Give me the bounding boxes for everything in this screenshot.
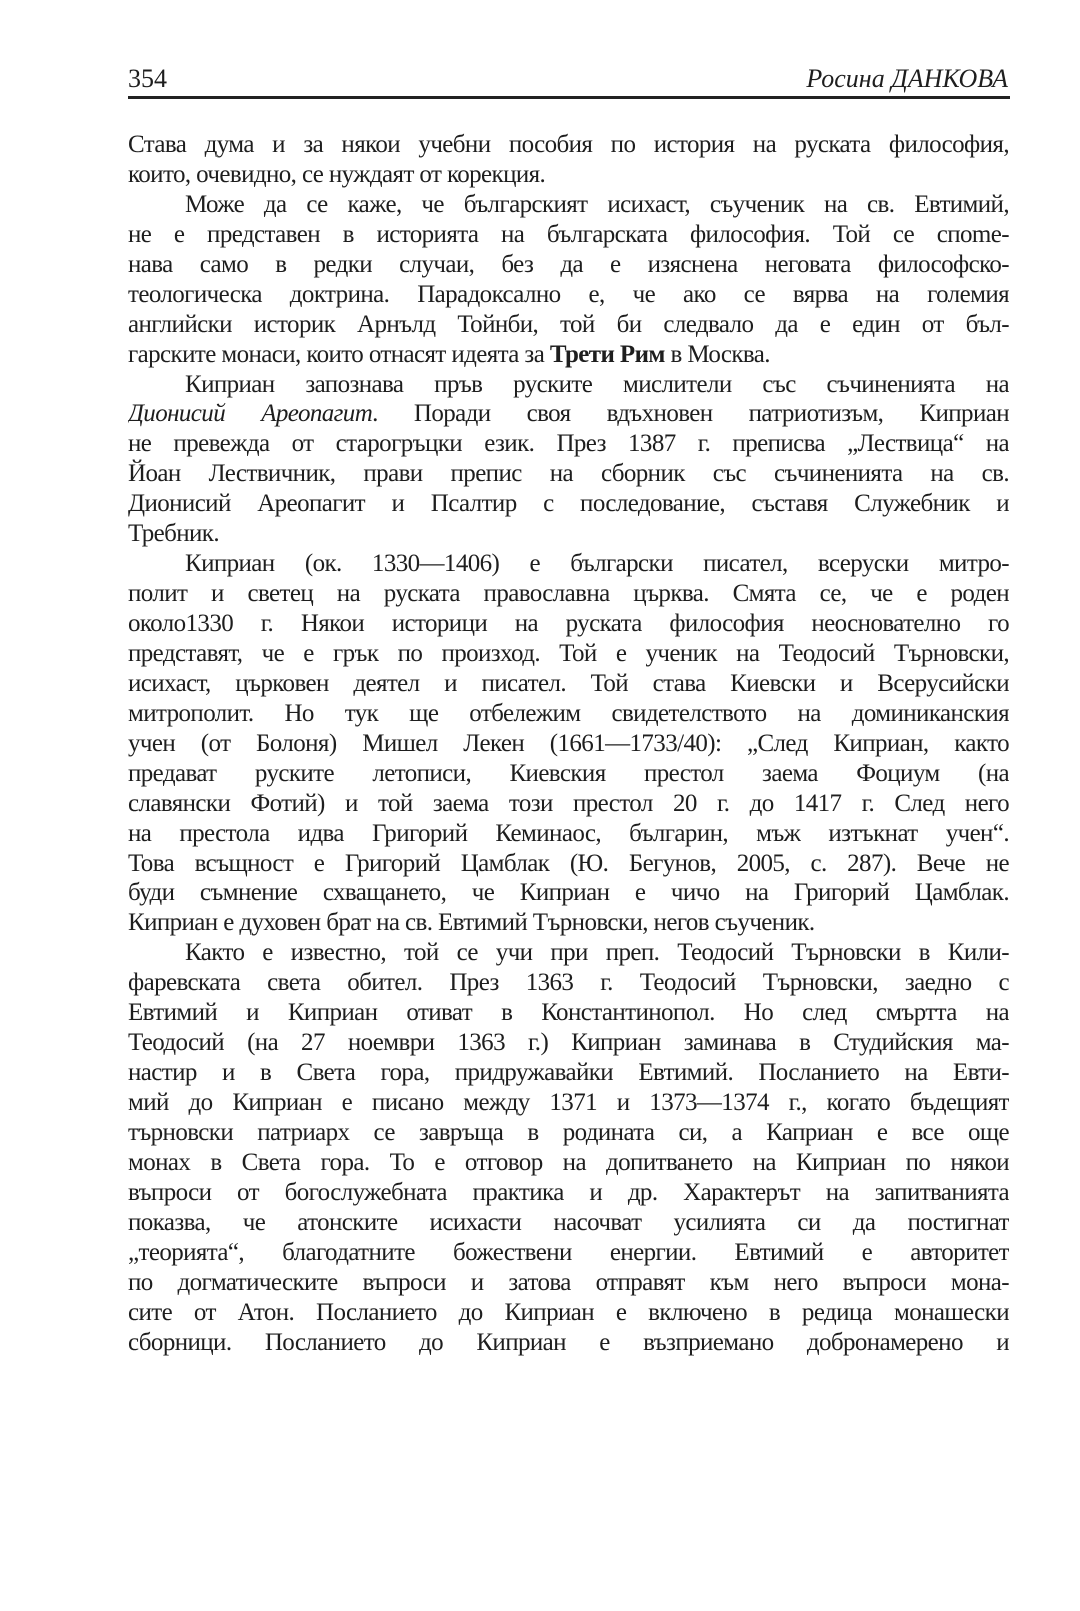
text-segment: фаревската света обител. През 1363 г. Теодосий Търновски, заедно с [128,969,1009,997]
text-line [128,609,1009,639]
paragraph [128,190,1009,370]
text-line [128,310,1009,340]
text-line [128,429,1009,459]
text-line [128,699,1009,729]
text-line [128,370,1009,400]
text-segment: митрополит. Но тук ще отбележим свидетелството на доминиканския [128,699,1009,727]
text-line [128,399,1009,429]
text-line [128,789,1009,819]
bold-term: Трети Рим [549,340,665,368]
text-line [128,1268,1009,1298]
text-line [128,669,1009,699]
text-line [128,459,1009,489]
text-line [128,1148,1009,1178]
text-segment: Става дума и за някои учебни пособия по история на руската философия, [128,131,1009,158]
paragraph [128,938,1009,1357]
text-segment: Както е известно, той се учи при преп. Теодосий Търновски в Кили- [185,939,1009,967]
text-segment: търновски патриарх се завръща в родината си, а Каприан е все още [128,1118,1009,1146]
paragraph [128,549,1009,938]
paragraph [128,370,1009,550]
text-segment: които, очевидно, се нуждаят от корекция. [128,160,546,188]
text-line [128,968,1009,998]
text-segment: Киприан запознава пръв руските мислители със съчиненията на [185,370,1009,398]
text-segment: Требник. [128,520,219,548]
text-segment: Йоан Лествичник, прави препис на сборник със съчиненията на св. [128,460,1009,488]
text-line [128,1238,1009,1268]
text-line [128,729,1009,759]
text-segment: сборници. Посланието до Киприан е възприемано добронамерено и [128,1328,1009,1356]
text-line [128,340,1009,370]
paragraph [128,130,1009,190]
body-text [128,130,1009,1357]
text-line [128,1208,1009,1238]
text-line [128,160,1009,190]
text-line [128,819,1009,849]
text-segment: . Поради своя вдъхновен патриотизъм, Киприан [372,400,1009,428]
text-segment: теологическа доктрина. Парадоксално е, че ако се вярва на големия [128,280,1009,308]
text-segment: предават руските летописи, Киевския престол заема Фоциум (на [128,759,1009,787]
text-line [128,190,1009,220]
text-segment: на престола идва Григорий Кеминаос, българин, мъж изтъкнат учен“. [128,819,1009,847]
text-segment: монах в Света гора. То е отговор на допитването на Киприан по някои [128,1148,1009,1176]
text-line [128,250,1009,280]
text-line [128,579,1009,609]
running-header-author: Росина ДАНКОВА [806,64,1008,93]
text-segment: нава само в редки случаи, без да е изяснена неговата философско- [128,250,1009,278]
italic-title: Дионисий Ареопагит [128,400,373,428]
text-line [128,1178,1009,1208]
text-segment: въпроси от богослужебната практика и др. Характерът на запитванията [128,1178,1009,1206]
text-segment: представят, че е грък по произход. Той е ученик на Теодосий Търновски, [128,639,1009,667]
text-segment: настир и в Света гора, придружавайки Евтимий. Посланието на Евти- [128,1059,1009,1087]
text-segment: не е представен в историята на българската философия. Той се спome- [128,220,1009,248]
text-segment: Дионисий Ареопагит и Псалтир с последование, съставя Служебник и [128,490,1009,518]
text-line [128,639,1009,669]
header-rule [128,96,1010,99]
text-segment: английски историк Арнълд Тойнби, той би следвало да е един от бъл- [128,310,1009,338]
text-segment: в Москва. [664,340,770,368]
text-segment: около1330 г. Някои историци на руската философия неоснователно го [128,610,1009,637]
text-line [128,908,1009,938]
text-line [128,280,1009,310]
text-segment: „теорията“, благодатните божествени енергии. Евтимий е авторитет [128,1238,1009,1266]
text-segment: Киприан (ок. 1330—1406) е български писател, всеруски митро- [185,550,1009,578]
text-segment: буди съмнение схващането, че Киприан е чичо на Григорий Цамблак. [128,879,1009,907]
text-segment: исихаст, църковен деятел и писател. Той става Киевски и Всерусийски [128,669,1009,697]
text-line [128,1118,1009,1148]
text-segment: Киприан е духовен брат на св. Евтимий Търновски, негов съученик. [128,909,815,937]
text-segment: полит и светец на руската православна църква. Смята се, че е роден [128,580,1009,608]
text-line [128,220,1009,250]
text-segment: Теодосий (на 27 ноември 1363 г.) Киприан заминава в Студийския ма- [128,1029,1009,1057]
text-line [128,938,1009,968]
text-line [128,1058,1009,1088]
text-segment: мий до Киприан е писано между 1371 и 1373—1374 г., когато бъдещият [128,1089,1009,1116]
text-line [128,1298,1009,1328]
page-number: 354 [128,64,167,93]
text-segment: показва, че атонските исихасти насочват усилията си да постигнат [128,1208,1009,1236]
text-segment: Може да се каже, че българският исихаст, съученик на св. Евтимий, [185,190,1009,218]
text-line [128,849,1009,879]
text-line [128,549,1009,579]
text-segment: Евтимий и Киприан отиват в Константинопол. Но след смъртта на [128,999,1009,1027]
text-line [128,130,1009,160]
text-segment: не превежда от старогръцки език. През 1387 г. преписва „Лествица“ на [128,430,1009,458]
text-line [128,1088,1009,1118]
text-line [128,998,1009,1028]
text-segment: по догматическите въпроси и затова отправят към него въпроси мона- [128,1268,1009,1296]
text-line [128,759,1009,789]
text-segment: учен (от Болоня) Мишел Лекен (1661—1733/40): „След Киприан, както [128,729,1009,757]
text-line [128,1328,1009,1358]
text-line [128,489,1009,519]
text-line [128,878,1009,908]
text-segment: Това всъщност е Григорий Цамблак (Ю. Бегунов, 2005, с. 287). Вече не [128,849,1009,877]
text-line [128,519,1009,549]
text-segment: гарските монаси, които отнасят идеята за [128,340,550,368]
text-line [128,1028,1009,1058]
text-segment: славянски Фотий) и той заема този престол 20 г. до 1417 г. След него [128,789,1009,817]
text-segment: сите от Атон. Посланието до Киприан е включено в редица монашески [128,1298,1009,1326]
running-header [128,62,1008,96]
